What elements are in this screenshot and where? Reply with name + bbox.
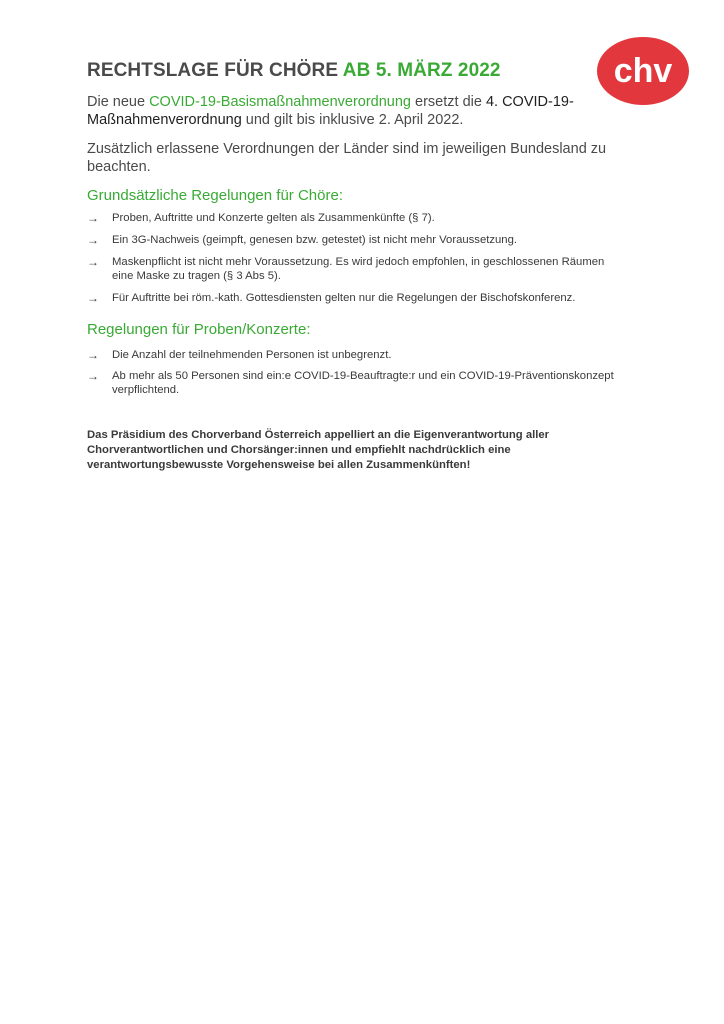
right-arrow-icon: → — [87, 211, 99, 225]
closing-statement: Das Präsidium des Chorverband Österreich appelliert an die Eigenverantwortung aller Chorverantwortlichen und Chorsänger:innen und empfiehlt nachdrücklich eine verantwortungsbewusste Vorgehensweise bei allen Zusammenkünften! — [87, 429, 550, 471]
list-item-text: Die Anzahl der teilnehmenden Personen ist unbegrenzt. — [112, 349, 392, 361]
intro-text-1: Die neue — [87, 94, 150, 110]
title-main: RECHTSLAGE FÜR CHÖRE — [87, 60, 343, 81]
logo-text: chv — [613, 52, 673, 90]
general-rules-heading: Grundsätzliche Regelungen für Chöre: — [87, 187, 343, 204]
old-ordinance-name: 4. COVID-19-Maßnahmenverordnung — [87, 94, 574, 128]
list-item — [87, 233, 627, 247]
list-item-text: Für Auftritte bei röm.-kath. Gottesdiensten gelten nur die Regelungen der Bischofskonferenz. — [112, 292, 576, 304]
right-arrow-icon: → — [87, 255, 99, 269]
right-arrow-icon: → — [87, 291, 99, 305]
rehearsal-rules-list — [87, 348, 627, 404]
right-arrow-icon: → — [87, 369, 99, 383]
rehearsal-rules-heading: Regelungen für Proben/Konzerte: — [87, 321, 311, 338]
intro-text-3: und gilt bis inklusive 2. April 2022. — [241, 112, 464, 128]
list-item — [87, 255, 627, 283]
page-title — [87, 60, 587, 82]
list-item-text: Ein 3G-Nachweis (geimpft, genesen bzw. getestet) ist nicht mehr Voraussetzung. — [112, 234, 518, 246]
list-item-text: Maskenpflicht ist nicht mehr Voraussetzung. Es wird jedoch empfohlen, in geschlossenen Räumen eine Maske zu tragen (§ 3 Abs 5). — [112, 256, 605, 282]
list-item-text: Proben, Auftritte und Konzerte gelten als Zusammenkünfte (§ 7). — [112, 212, 435, 224]
list-item-text: Ab mehr als 50 Personen sind ein:e COVID-19-Beauftragte:r und ein COVID-19-Präventionskonzept verpflichtend. — [112, 370, 614, 396]
right-arrow-icon: → — [87, 233, 99, 247]
list-item — [87, 291, 627, 305]
general-rules-list — [87, 211, 627, 313]
intro-text-2: ersetzt die — [411, 94, 486, 110]
regional-note: Zusätzlich erlassene Verordnungen der Länder sind im jeweiligen Bundesland zu beachten. — [87, 141, 607, 175]
intro-paragraph — [87, 93, 617, 129]
basis-ordinance-link[interactable]: COVID-19-Basismaßnahmenverordnung — [149, 94, 411, 110]
right-arrow-icon: → — [87, 348, 99, 362]
list-item — [87, 348, 627, 362]
list-item — [87, 211, 627, 225]
title-date: AB 5. MÄRZ 2022 — [342, 60, 501, 81]
list-item — [87, 369, 627, 397]
